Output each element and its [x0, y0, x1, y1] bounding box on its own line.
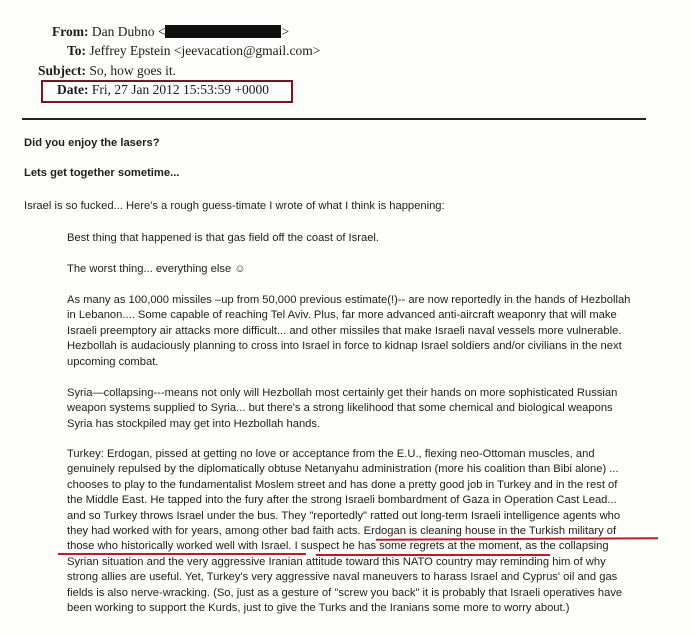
- subject-value: So, how goes it.: [89, 63, 177, 78]
- text-line: Israeli preemptory air attacks more difficult... and other missiles that make Israeli naval vessels more vulnerable.: [67, 324, 622, 337]
- from-close: >: [281, 24, 290, 39]
- highlight-underline: [58, 553, 306, 555]
- date-row: [57, 82, 269, 98]
- text-line: those who historically worked well with Israel. I suspect he has some regrets at the moment, as the collapsing: [67, 540, 609, 553]
- text-line: fields is also nerve-wracking. (So, just as a gesture of "screw you back" it is probably that Israeli operatives have: [67, 586, 623, 599]
- text-line: genuinely repulsed by the diplomatically obtuse Netanyahu administration (more his coalition than Bibi alone) ...: [67, 463, 619, 476]
- text-line: Hezbollah is audaciously planning to cross into Israel in force to kidnap Israel soldiers and/or civilians in the next: [67, 340, 622, 353]
- paragraph-worst-thing: The worst thing... everything else ☺: [67, 263, 246, 275]
- date-value: Fri, 27 Jan 2012 15:53:59 +0000: [91, 82, 269, 97]
- paragraph-gas-field: Best thing that happened is that gas field off the coast of Israel.: [67, 232, 380, 244]
- text-line: weapon systems supplied to Syria... but there's a strong likelihood that some chemical and biological weapons: [67, 402, 613, 415]
- text-line: Turkey: Erdogan, pissed at getting no love or acceptance from the E.U., flexing neo-Ottoman muscles, and: [67, 448, 595, 460]
- from-row: [52, 24, 289, 40]
- paragraph-turkey: [67, 447, 622, 616]
- text-line: chooses to play to the fundamentalist Moslem street and has done a pretty good job in Turkey and in the rest of: [67, 478, 618, 491]
- paragraph-syria: [67, 386, 617, 432]
- text-line: Syria—collapsing---means not only will Hezbollah most certainly get their hands on more sophisticated Russian: [67, 387, 618, 399]
- text-line: upcoming combat.: [67, 355, 159, 368]
- text-line: the Middle East. He tapped into the fury after the strong Israeli bombardment of Gaza in Operation Cast Lead...: [67, 494, 617, 507]
- paragraph-hezbollah: [67, 293, 630, 370]
- from-label: From:: [52, 24, 89, 39]
- text-line: As many as 100,000 missiles –up from 50,000 previous estimate(!)-- are now reportedly in the hands of Hezbollah: [67, 294, 631, 306]
- to-row: [67, 43, 320, 59]
- highlight-underline: [316, 554, 550, 556]
- subject-label: Subject:: [38, 63, 86, 78]
- to-value: Jeffrey Epstein <jeevacation@gmail.com>: [89, 43, 321, 58]
- text-line: Syrian situation and the very aggressive Iranian attitude toward this NATO country may reminding him of why: [67, 555, 606, 568]
- text-line: Syria has stockpiled may get into Hezbollah hands.: [67, 417, 321, 430]
- text-line: they had worked with for years, among other bad faith acts. Erdogan is cleaning house in the Turkish military of: [67, 525, 617, 538]
- text-line: been working to support the Kurds, just to give the Turks and the Iranians some more to worry about.): [67, 602, 570, 615]
- body-line-together: Lets get together sometime...: [24, 167, 180, 179]
- text-line: strong allies are useful. Yet, Turkey's very aggressive naval maneuvers to harass Israel and Cyprus' oil and gas: [67, 571, 618, 584]
- subject-row: [38, 63, 176, 79]
- to-label: To:: [67, 43, 87, 58]
- redaction-block: [165, 25, 281, 38]
- date-label: Date:: [57, 82, 89, 97]
- header-divider: [22, 118, 646, 120]
- from-name: Dan Dubno <: [91, 24, 166, 39]
- body-line-lasers: Did you enjoy the lasers?: [24, 137, 160, 149]
- body-intro: Israel is so fucked... Here's a rough guess-timate I wrote of what I think is happening:: [24, 200, 445, 212]
- text-line: in Lebanon.... Some capable of reaching Tel Aviv. Plus, far more advanced anti-aircraft weaponry that will make: [67, 309, 617, 322]
- text-line: and so Turkey throws Israel under the bus. They "reportedly" ratted out long-term Israeli intelligence agents who: [67, 509, 621, 522]
